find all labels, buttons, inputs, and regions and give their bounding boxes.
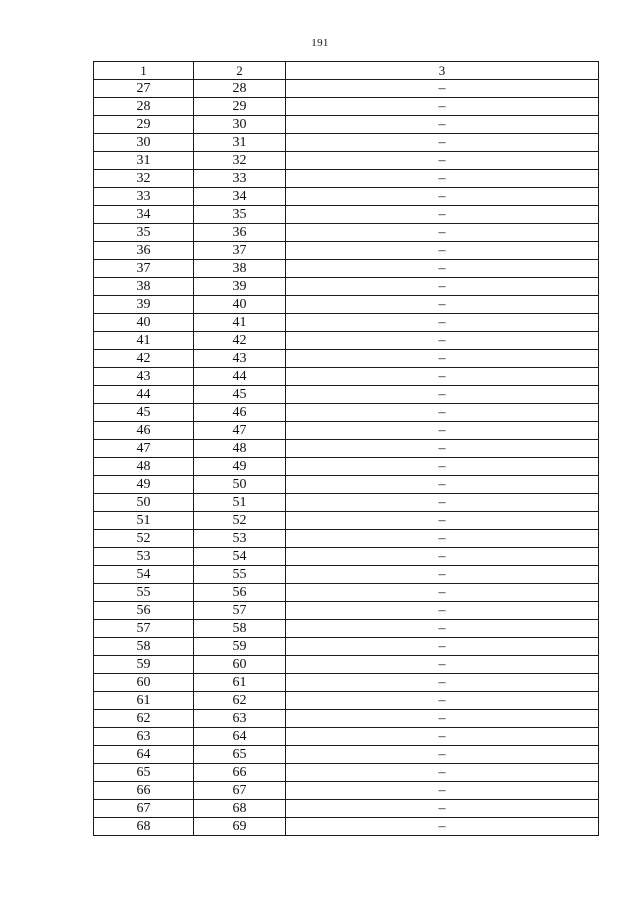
table-cell-col-2: 35 [194, 206, 286, 224]
table-cell-col-1: 68 [94, 818, 194, 836]
table-cell-col-2: 49 [194, 458, 286, 476]
table-cell-col-3: – [286, 512, 599, 530]
table-cell-col-1: 64 [94, 746, 194, 764]
table-cell-col-1: 55 [94, 584, 194, 602]
table-cell-col-3: – [286, 242, 599, 260]
table-row [94, 764, 599, 782]
table-row [94, 98, 599, 116]
table-cell-col-3: – [286, 170, 599, 188]
table-cell-col-3: – [286, 584, 599, 602]
table-cell-col-3: – [286, 548, 599, 566]
table-cell-col-1: 63 [94, 728, 194, 746]
table-cell-col-3: – [286, 332, 599, 350]
table-cell-col-2: 34 [194, 188, 286, 206]
table-cell-col-2: 42 [194, 332, 286, 350]
table-cell-col-1: 40 [94, 314, 194, 332]
table-row [94, 368, 599, 386]
table-cell-col-2: 32 [194, 152, 286, 170]
table-cell-col-1: 66 [94, 782, 194, 800]
table-row [94, 278, 599, 296]
table-row [94, 422, 599, 440]
table-cell-col-1: 38 [94, 278, 194, 296]
table-cell-col-3: – [286, 314, 599, 332]
table-cell-col-3: – [286, 98, 599, 116]
table-cell-col-3: – [286, 350, 599, 368]
table-row [94, 224, 599, 242]
table-row [94, 584, 599, 602]
table-cell-col-3: – [286, 368, 599, 386]
table-cell-col-1: 34 [94, 206, 194, 224]
table-cell-col-3: – [286, 602, 599, 620]
table-cell-col-3: – [286, 656, 599, 674]
table-cell-col-1: 33 [94, 188, 194, 206]
table-cell-col-1: 54 [94, 566, 194, 584]
table-cell-col-2: 30 [194, 116, 286, 134]
table-row [94, 476, 599, 494]
table-cell-col-1: 27 [94, 80, 194, 98]
table-cell-col-2: 59 [194, 638, 286, 656]
table-row [94, 170, 599, 188]
table-cell-col-1: 37 [94, 260, 194, 278]
table-cell-col-2: 52 [194, 512, 286, 530]
table-cell-col-3: – [286, 296, 599, 314]
table-cell-col-3: – [286, 494, 599, 512]
table-cell-col-3: – [286, 134, 599, 152]
table-cell-col-3: – [286, 188, 599, 206]
table-cell-col-3: – [286, 260, 599, 278]
table-row [94, 440, 599, 458]
table-row [94, 242, 599, 260]
table-cell-col-1: 56 [94, 602, 194, 620]
table-cell-col-1: 39 [94, 296, 194, 314]
table-cell-col-1: 44 [94, 386, 194, 404]
table-body [94, 62, 599, 836]
table-cell-col-3: – [286, 764, 599, 782]
table-cell-col-2: 36 [194, 224, 286, 242]
table-cell-col-3: – [286, 638, 599, 656]
table-cell-col-3: – [286, 530, 599, 548]
table-cell-col-3: – [286, 800, 599, 818]
table-cell-col-1: 31 [94, 152, 194, 170]
table-cell-col-2: 28 [194, 80, 286, 98]
table-cell-col-3: – [286, 224, 599, 242]
table-cell-col-1: 49 [94, 476, 194, 494]
table-cell-col-1: 60 [94, 674, 194, 692]
table-row [94, 638, 599, 656]
table-cell-col-1: 53 [94, 548, 194, 566]
table-cell-col-2: 65 [194, 746, 286, 764]
table-cell-col-3: – [286, 386, 599, 404]
table-cell-col-3: – [286, 440, 599, 458]
table-cell-col-2: 60 [194, 656, 286, 674]
table-cell-col-3: – [286, 782, 599, 800]
table-cell-col-3: – [286, 152, 599, 170]
table-row [94, 386, 599, 404]
table-cell-col-1: 35 [94, 224, 194, 242]
table-cell-col-1: 42 [94, 350, 194, 368]
table-cell-col-2: 57 [194, 602, 286, 620]
table-cell-col-3: – [286, 206, 599, 224]
table-cell-col-3: – [286, 404, 599, 422]
table-row [94, 548, 599, 566]
table-row [94, 206, 599, 224]
table-cell-col-2: 45 [194, 386, 286, 404]
table-cell-col-1: 46 [94, 422, 194, 440]
table-cell-col-2: 54 [194, 548, 286, 566]
table-row [94, 296, 599, 314]
table-cell-col-3: – [286, 620, 599, 638]
table-cell-col-3: – [286, 422, 599, 440]
table-cell-col-1: 30 [94, 134, 194, 152]
table-cell-col-3: – [286, 116, 599, 134]
table-cell-col-1: 43 [94, 368, 194, 386]
header-row [94, 62, 599, 80]
table-row [94, 332, 599, 350]
table-row [94, 710, 599, 728]
table-row [94, 530, 599, 548]
table-cell-col-1: 62 [94, 710, 194, 728]
table-cell-col-3: – [286, 692, 599, 710]
table-row [94, 458, 599, 476]
table-cell-col-3: – [286, 278, 599, 296]
table-cell-col-1: 47 [94, 440, 194, 458]
table-cell-col-1: 50 [94, 494, 194, 512]
table-cell-col-3: – [286, 80, 599, 98]
table-row [94, 692, 599, 710]
table-cell-col-1: 58 [94, 638, 194, 656]
column-header-1: 1 [94, 62, 194, 80]
table-row [94, 188, 599, 206]
table-cell-col-1: 52 [94, 530, 194, 548]
table-cell-col-1: 45 [94, 404, 194, 422]
table-cell-col-2: 41 [194, 314, 286, 332]
table-cell-col-3: – [286, 674, 599, 692]
table-cell-col-3: – [286, 476, 599, 494]
table-cell-col-2: 31 [194, 134, 286, 152]
table-row [94, 782, 599, 800]
table-cell-col-3: – [286, 458, 599, 476]
table-cell-col-2: 62 [194, 692, 286, 710]
table-cell-col-2: 37 [194, 242, 286, 260]
table-cell-col-2: 46 [194, 404, 286, 422]
table-cell-col-2: 38 [194, 260, 286, 278]
table-row [94, 494, 599, 512]
table-cell-col-2: 50 [194, 476, 286, 494]
table-row [94, 800, 599, 818]
table-cell-col-2: 48 [194, 440, 286, 458]
table-cell-col-2: 51 [194, 494, 286, 512]
table-cell-col-1: 57 [94, 620, 194, 638]
table-cell-col-1: 28 [94, 98, 194, 116]
table-row [94, 566, 599, 584]
table-cell-col-2: 61 [194, 674, 286, 692]
table-row [94, 152, 599, 170]
table-cell-col-3: – [286, 710, 599, 728]
data-table [93, 61, 599, 836]
column-header-3: 3 [286, 62, 599, 80]
table-cell-col-2: 29 [194, 98, 286, 116]
table-row [94, 602, 599, 620]
table-row [94, 656, 599, 674]
table-cell-col-2: 67 [194, 782, 286, 800]
table-cell-col-1: 67 [94, 800, 194, 818]
table-cell-col-1: 48 [94, 458, 194, 476]
table-row [94, 512, 599, 530]
table-row [94, 818, 599, 836]
table-cell-col-2: 53 [194, 530, 286, 548]
table-row [94, 80, 599, 98]
table-row [94, 260, 599, 278]
table-row [94, 314, 599, 332]
table-row [94, 674, 599, 692]
table-cell-col-2: 43 [194, 350, 286, 368]
table-cell-col-1: 61 [94, 692, 194, 710]
table-cell-col-2: 55 [194, 566, 286, 584]
table-row [94, 404, 599, 422]
column-header-2: 2 [194, 62, 286, 80]
table-row [94, 728, 599, 746]
table-cell-col-1: 29 [94, 116, 194, 134]
table-cell-col-1: 65 [94, 764, 194, 782]
table-row [94, 746, 599, 764]
table-cell-col-1: 51 [94, 512, 194, 530]
table-cell-col-3: – [286, 728, 599, 746]
table-cell-col-2: 69 [194, 818, 286, 836]
table-cell-col-2: 39 [194, 278, 286, 296]
table-row [94, 620, 599, 638]
table-cell-col-1: 36 [94, 242, 194, 260]
table-cell-col-2: 58 [194, 620, 286, 638]
table-cell-col-2: 33 [194, 170, 286, 188]
table-cell-col-2: 40 [194, 296, 286, 314]
table-row [94, 116, 599, 134]
table-row [94, 350, 599, 368]
table-cell-col-1: 59 [94, 656, 194, 674]
table-cell-col-3: – [286, 818, 599, 836]
table-row [94, 134, 599, 152]
table-cell-col-3: – [286, 566, 599, 584]
table-cell-col-2: 68 [194, 800, 286, 818]
table-cell-col-2: 44 [194, 368, 286, 386]
table-cell-col-3: – [286, 746, 599, 764]
table-cell-col-2: 66 [194, 764, 286, 782]
page-number: 191 [311, 37, 329, 49]
table-cell-col-2: 64 [194, 728, 286, 746]
table-cell-col-1: 32 [94, 170, 194, 188]
table-cell-col-1: 41 [94, 332, 194, 350]
table-cell-col-2: 47 [194, 422, 286, 440]
table-cell-col-2: 63 [194, 710, 286, 728]
table-cell-col-2: 56 [194, 584, 286, 602]
